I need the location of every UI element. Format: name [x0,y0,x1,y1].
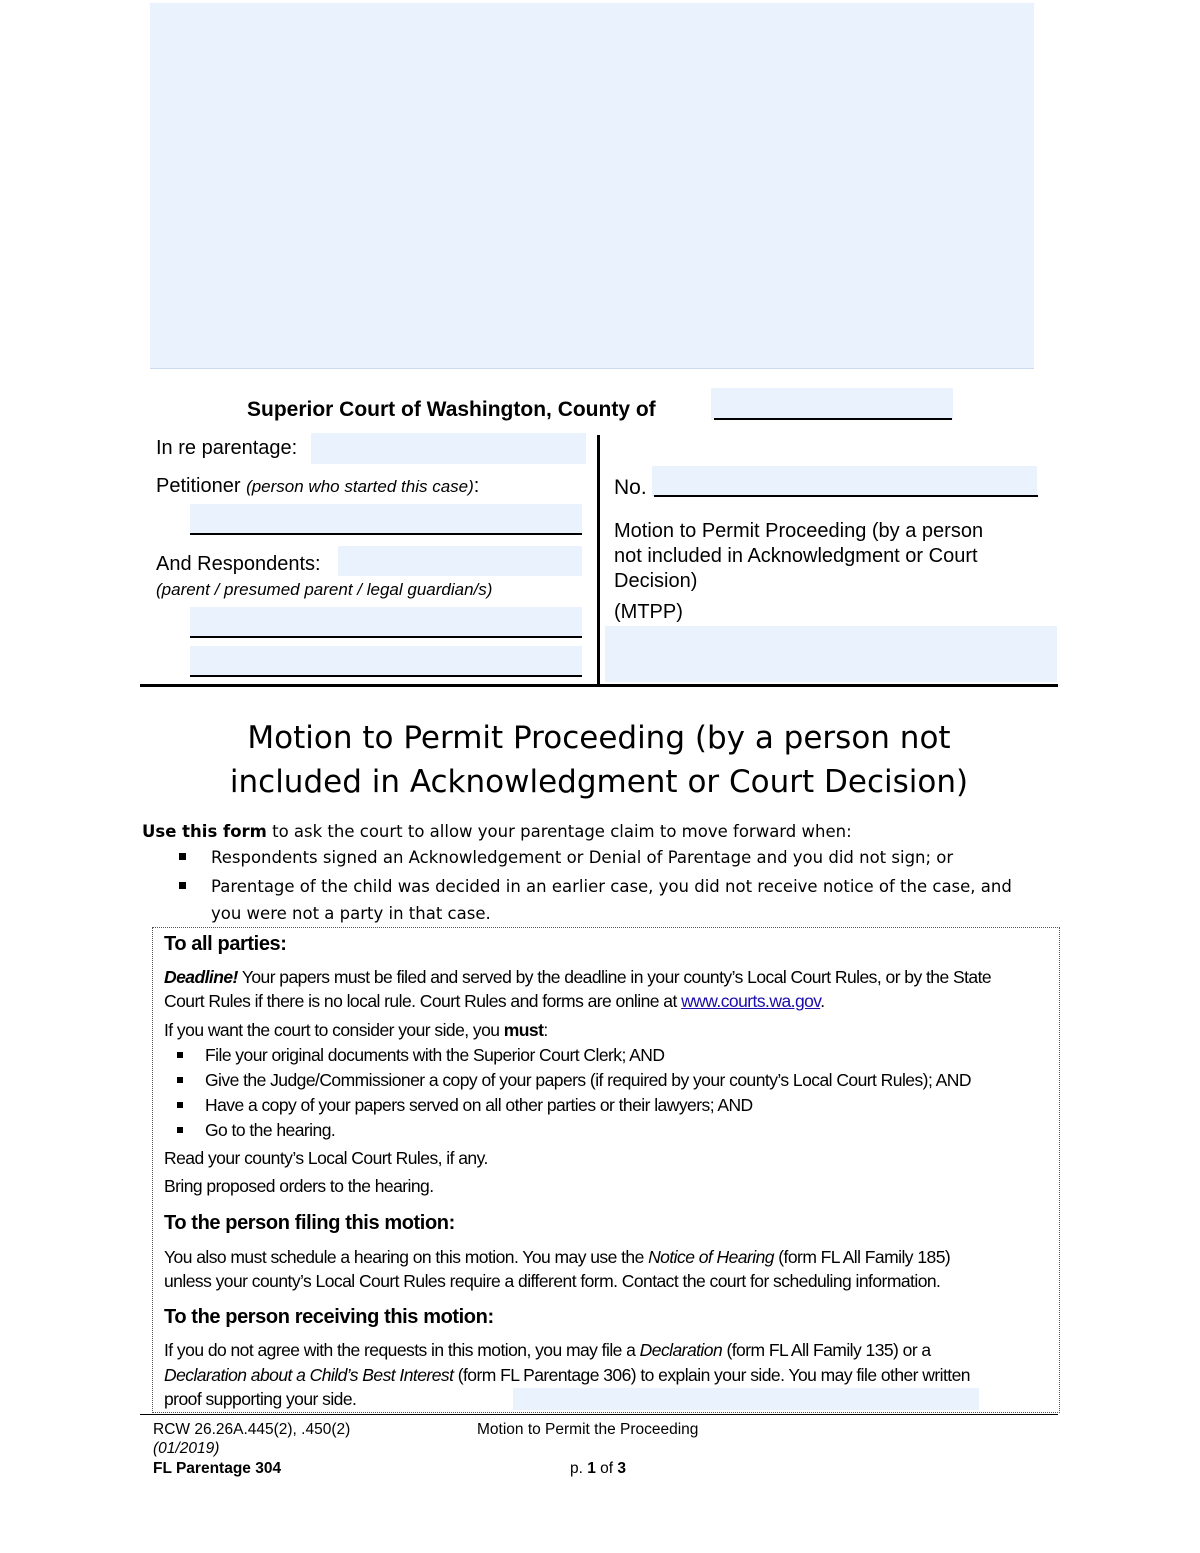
local-rules-text: Read your county’s Local Court Rules, if any. [164,1148,488,1168]
in-re-label: In re parentage: [156,437,298,459]
intro-bullet-2 [179,882,186,889]
respondent-2-field[interactable] [190,646,582,676]
petitioner-name-field[interactable] [190,504,582,534]
footer-date: (01/2019) [153,1440,220,1457]
receiving-paragraph: If you do not agree with the requests in this motion, you may file a Declaration (form FL All Family 135) or a Declaration about a Child’s Best Interest (form FL Parentage 306) to explain your side. You may file other written proof supporting your side. [164,1340,970,1409]
filing-paragraph: You also must schedule a hearing on this motion. You may use the Notice of Hearing (form FL All Family 185) unless your county’s Local Court Rules require a different form. Contact the court for scheduling information. [164,1247,951,1291]
case-number-field[interactable] [652,466,1037,496]
caption-divider [597,435,600,687]
courts-website-link[interactable]: www.courts.wa.gov [681,991,821,1011]
respondent-1-underline [190,636,582,638]
intro-item-2-cont: you were not a party in that case. [211,904,491,923]
respondent-2-underline [190,675,582,677]
must-bullet-4 [177,1127,183,1133]
must-item-3: Have a copy of your papers served on all other parties or their lawyers; AND [205,1095,753,1115]
must-item-4: Go to the hearing. [205,1120,336,1140]
header-fill-area[interactable] [150,3,1034,369]
respondent-1-field[interactable] [190,607,582,637]
must-lead: If you want the court to consider your side, you must: [164,1020,548,1040]
receiving-heading: To the person receiving this motion: [164,1306,494,1328]
deadline-paragraph: Deadline! Your papers must be filed and served by the deadline in your county’s Local Court Rules, or by the State Court Rules if there is no local rule. Court Rules and forms are online at www.courts.wa.gov. [164,967,992,1011]
respondents-field[interactable] [338,546,582,576]
petitioner-label: Petitioner (person who started this case): [156,475,480,497]
intro-bullet-1 [179,853,186,860]
intro-text: Use this form to ask the court to allow your parentage claim to move forward when: [142,822,852,841]
footer-title: Motion to Permit the Proceeding [477,1421,699,1438]
caption-doc-title: Motion to Permit Proceeding (by a person not included in Acknowledgment or Court Decision) (MTPP) [614,520,984,623]
all-parties-heading: To all parties: [164,933,287,955]
proposed-orders-text: Bring proposed orders to the hearing. [164,1176,434,1196]
page-title: Motion to Permit Proceeding (by a person not included in Acknowledgment or Court Decision) [229,720,969,800]
must-bullet-2 [177,1077,183,1083]
clerk-action-field[interactable] [605,626,1057,682]
intro-item-1: Respondents signed an Acknowledgement or Denial of Parentage and you did not sign; or [211,848,954,867]
footer-rule [140,1414,1058,1415]
must-item-1: File your original documents with the Superior Court Clerk; AND [205,1045,665,1065]
must-bullet-3 [177,1102,183,1108]
case-no-label: No. [614,476,647,499]
in-re-field[interactable] [311,433,586,464]
caption-bottom-rule [140,684,1058,687]
court-heading: Superior Court of Washington, County of [247,398,656,421]
footer-page-number: p. 1 of 3 [570,1460,627,1477]
footer-form-id: FL Parentage 304 [153,1460,282,1477]
respondents-label: And Respondents: [156,553,321,575]
respondents-hint: (parent / presumed parent / legal guardian/s) [156,580,493,599]
county-field[interactable] [711,388,953,420]
must-item-2: Give the Judge/Commissioner a copy of your papers (if required by your county’s Local Court Rules); AND [205,1070,971,1090]
intro-item-2: Parentage of the child was decided in an earlier case, you did not receive notice of the case, and [211,877,1012,896]
case-number-underline [654,495,1038,497]
petitioner-underline [190,533,582,535]
filing-heading: To the person filing this motion: [164,1212,455,1234]
must-bullet-1 [177,1052,183,1058]
footer-rcw: RCW 26.26A.445(2), .450(2) [153,1421,351,1438]
county-underline [714,418,952,420]
